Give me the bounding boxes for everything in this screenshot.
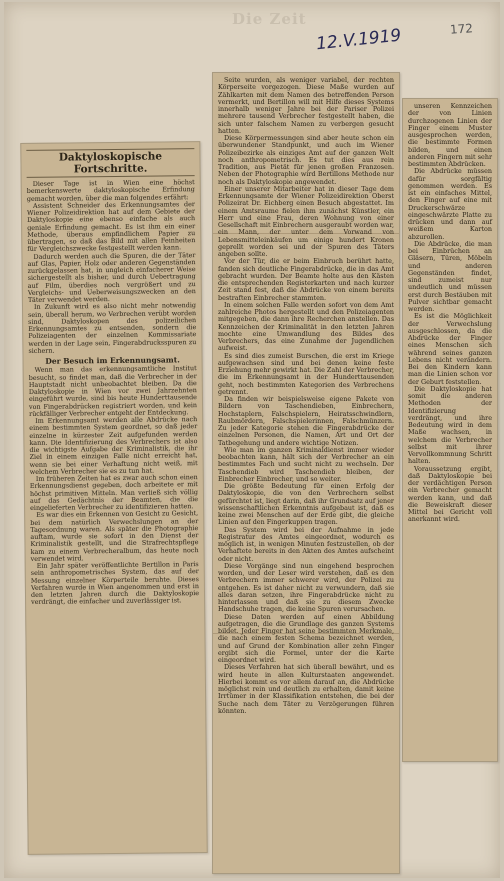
clipping-right-column: [402, 98, 498, 762]
handwritten-date: 12.V.1919: [315, 25, 403, 55]
fold-line: [213, 633, 399, 634]
clipping-left-column: [20, 141, 207, 855]
paragraph: In Zukunft wird es also nicht mehr notwendig sein, überall herum, wo Verbrechen verübt worden sind, Daktyloskopen des polizeilichen Erkennungsamtes zu entsenden, sondern die Polizeiagenten der einzelnen Kommissariate werden in der Lage sein, Fingerabdrucksspuren zu sichern.: [28, 301, 197, 355]
paragraph: Dadurch werden auch die Spuren, die der Täter auf Glas, Papier, Holz oder anderen Gegenständen zurückgelassen hat, in ungleich einfacherer Weise sichergestellt als bisher, und durch Uebertragung auf Film, überdies noch vergrößert und zu Vergleichs- und Ueberweisungszwecken an den Täter verwendet werden.: [27, 250, 196, 304]
paragraph: Wenn man das erkennungsamtliche Institut besucht, so findet man, daß die Verbrecher in der Hauptstadt nicht unbeobachtet bleiben. Da die Daktyloskopie in Wien vor zwei Jahrzehnten eingeführt wurde, sind bis heute Hunderttausende von Fingerabdrücken registriert worden, und kein rückfälliger Verbrecher entgeht der Entdeckung.: [28, 364, 198, 418]
article-headline: Daktyloskopische Fortschritte.: [26, 148, 194, 178]
paragraph: Da finden wir beispielsweise eigene Pakete von Bildern von Taschendieben, Einbrechern, Hochstaplern, Falschspielern, Heiratsschwindlern, Raubmördern, Falschspielerinnen, Falschmünzern. Zu jeder Kategorie stehen die Fingerabdrücke der einzelnen Personen, die Namen, Art und Ort der Tatbegehung und andere wichtige Notizen.: [218, 395, 394, 447]
paragraph: Wie man im ganzen Kriminaldienst immer wieder beobachten kann, hält sich der Verbrecher an ein bestimmtes Fach und sucht nicht zu wechseln. Der Taschendieb wird Taschendieb bleiben, der Einbrecher Einbrecher, und so weiter.: [218, 445, 394, 483]
paragraph: unseren Kennzeichen der von Linien durchzogenen Linien der Finger einem Muster ausgesprochen werden, die bestimmte Formen bilden, und einen anderen Fingern mit sehr bestimmten Abdrücken.: [408, 102, 492, 168]
paragraph: Es war dies ein Erkennen von Gesicht zu Gesicht, bei dem natürlich Verwechslungen an der Tagesordnung waren. Als später die Photographie auftam, wurde sie sofort in den Dienst der Kriminalistik gestellt, und die Strafrechtspflege kam zu einem Verbrecheralbum, das heute noch verwendet wird.: [30, 509, 199, 563]
paragraph: Die Daktyloskopie hat somit die anderen Methoden der Identifizierung verdrängt, und ihre Bedeutung wird in dem Maße wachsen, in welchem die Verbrecher selbst mit ihrer Vervollkommnung Schritt halten.: [408, 384, 492, 466]
newspaper-masthead: Die Zeit: [232, 10, 307, 28]
paragraph: Vor der Tür, die er beim Einbruch berührt hatte, fanden sich deutliche Fingerabdrücke, die in das Amt gebracht wurden. Der Beamte holte aus den Kästen die entsprechenden Registerkarten und nach kurzer Zeit stand fest, daß die Abdrücke von einem bereits bestraften Einbrecher stammten.: [218, 257, 394, 302]
paragraph: Die Abdrücke müssen dafür sorgfältig genommen werden. Es ist ein einfaches Mittel, den Finger auf eine mit Druckerschwärze eingeschwärzte Platte zu drücken und dann auf weißem Karton abzurollen.: [408, 167, 492, 241]
paragraph: Ein Jahr später veröffentlichte Bertillon in Paris sein anthropometrisches System, das auf der Messung einzelner Körperteile beruhte. Dieses Verfahren wurde in Wien angenommen und erst in den letzten Jahren durch die Daktyloskopie verdrängt, die einfacher und zuverlässiger ist.: [30, 560, 200, 607]
paragraph: Es ist die Möglichkeit der Verwechslung ausgeschlossen, da die Abdrücke der Finger eines Menschen sich während seines ganzen Lebens nicht verändern. Bei den Kindern kann man die Linien schon vor der Geburt feststellen.: [408, 312, 492, 386]
paragraph: Im Erkennungsamt werden alle Abdrücke nach einem bestimmten System geordnet, so daß jeder einzelne in kürzester Zeit aufgefunden werden kann. Die Identifizierung des Verbrechers ist also die wichtigste Aufgabe der Kriminalistik, die ihr Ziel in einem einzigen Falle nicht erreicht hat, wenn sie bei einer Verhaftung nicht weiß, mit welchem Verbrecher sie es zu tun hat.: [29, 415, 198, 476]
clipping-middle-column: [212, 72, 400, 874]
paragraph: Einer unserer Mitarbeiter hat in dieser Tage dem Erkennungsamte der Wiener Polizeidirektion Oberst Polizeirat Dr. Eichberg einen Besuch abgestattet. Im einem Amtsraume fielen ihm zunächst Künstler, ein Herr und eine Frau, deren Wohnung von einer Gesellschaft mit Einbrechern ausgeraubt worden war, ein Mann, der unter dem Vorwand von Lebensmitteleinkäufen um einige hundert Kronen geprellt worden sei und der Spuren des Täters angeben sollte.: [218, 184, 394, 258]
paragraph: Dieses Verfahren hat sich überall bewährt, und es wird heute in allen Kulturstaaten angewendet. Hierbei kommt es vor allem darauf an, die Abdrücke möglichst rein und deutlich zu erhalten, damit keine Irrtümer in der Klassifikation entstehen, die bei der Suche nach dem Täter zu Verzögerungen führen könnten.: [218, 663, 394, 715]
paragraph: Voraussetzung ergibt, daß Daktyloskopie bei der verdächtigen Person ein Verbrecher gemacht werden kann, und daß die Beweiskraft dieser Mittel bei Gericht voll anerkannt wird.: [408, 464, 492, 524]
paragraph: Assistent Schneider des Erkennungsamtes der Wiener Polizeidirektion hat auf dem Gebiete der Daktyloskopie eine ebenso einfache als auch geniale Erfindung gemacht. Es ist ihm ein einer Methode, überaus empfindlichem Papier zu übertragen, so daß das Bild mit allen Feinheiten für Vergleichszwecke festgestellt werden kann.: [26, 199, 196, 254]
archive-number: 172: [449, 21, 474, 37]
paragraph: Seite wurden, als weniger variabel, der rechten Körperseite vorgezogen. Diese Maße wurden auf Zählkarten mit dem Namen des betreffenden Person vermerkt, und Bertillon will mit Hilfe dieses Systems innerhalb weniger Jahre bei der Pariser Polizei mehrere tausend Verbrecher festgestellt haben, die sich unter falschem Namen zu verbergen gesucht hatten.: [218, 76, 394, 135]
section-heading: Der Besuch im Erkennungsamt.: [45, 355, 180, 366]
paragraph: Es sind dies zumeist Burschen, die erst im Kriege aufgewachsen sind und bei denen keine feste Erziehung mehr gewirkt hat. Die Zahl der Verbrecher, die im Erkennungsamt in der Hunderttausenden geht, noch bestimmten Kategorien des Verbrechens getrennt.: [218, 351, 394, 396]
archive-sheet: [4, 2, 500, 878]
paragraph: Im früheren Zeiten hat es zwar auch schon einen Erkennungsdienst gegeben, doch arbeitete er mit höchst primitiven Mitteln. Man verließ sich völlig auf das Gedächtnis der Beamten, die die eingelieferten Verbrecher zu identifizieren hatten.: [29, 473, 199, 512]
fold-line: [213, 233, 399, 234]
paragraph: Diese Vorgänge sind nun eingehend besprochen worden, und der Leser wird verstehen, daß es den Verbrechern immer schwerer wird, der Polizei zu entgehen. Es ist daher nicht zu verwundern, daß sie alles daran setzen, ihre Fingerabdrücke nicht zu hinterlassen und daß sie zu diesem Zwecke Handschuhe tragen, die keine Spuren verursachen.: [218, 561, 394, 614]
paragraph: Diese Daten werden auf einen Abbildung aufgetragen, die die Grundlage des ganzen Systems bildet. Jeder Finger hat seine bestimmten Merkmale, die nach einem festen Schema bezeichnet werden, und auf Grund der Kombination aller zehn Finger ergibt sich die Formel, unter der die Karte eingeordnet wird.: [218, 612, 394, 664]
paragraph: Das System wird bei der Aufnahme in jede Registratur des Amtes eingeordnet, wodurch es möglich ist, in wenigen Minuten festzustellen, ob der Verhaftete bereits in den Akten des Amtes aufscheint oder nicht.: [218, 525, 394, 563]
paragraph: Die größte Bedeutung für einen Erfolg der Daktyloskopie, die von den Verbrechern selbst gefürchtet ist, liegt darin, daß ihr Grundsatz auf jener wissenschaftlichen Erkenntnis aufgebaut ist, daß es keine zwei Menschen auf der Erde gibt, die gleiche Linien auf den Fingerkuppen tragen.: [218, 482, 394, 527]
paragraph: Dieser Tage ist in Wien eine höchst bemerkenswerte daktyloskopische Erfindung gemacht worden, über die man folgendes erfährt:: [26, 178, 195, 203]
paragraph: Die Abdrücke, die man bei Einbrüchen an Gläsern, Türen, Möbeln und anderen Gegenständen findet, sind zumeist nur undeutlich und müssen erst durch Bestäuben mit Pulver sichtbar gemacht werden.: [408, 239, 492, 313]
paragraph: Diese Körpermessungen sind aber heute schon ein überwundener Standpunkt, und auch im Wiener Polizeibezirke als einziges Amt auf der ganzen Welt noch anthropometrisch. Es tut dies aus rein Tradition, aus Pietät für jenen großen Franzosen. Neben der Photographie wird Bertillons Methode nur noch als Daktyloskopie angewendet.: [218, 134, 394, 186]
paragraph: In einem solchen Falle werden sofort von dem Amt zahlreiche Photos hergestellt und den Polizeiagenten mitgegeben, die dann ihre Recherchen anstellen. Das Kennzeichen der Kriminalität in den letzten Jahren mochte eine Umwandlung des Bildes des Verbrechers, das eine Zunahme der Jugendlichen aufweist.: [218, 300, 394, 353]
